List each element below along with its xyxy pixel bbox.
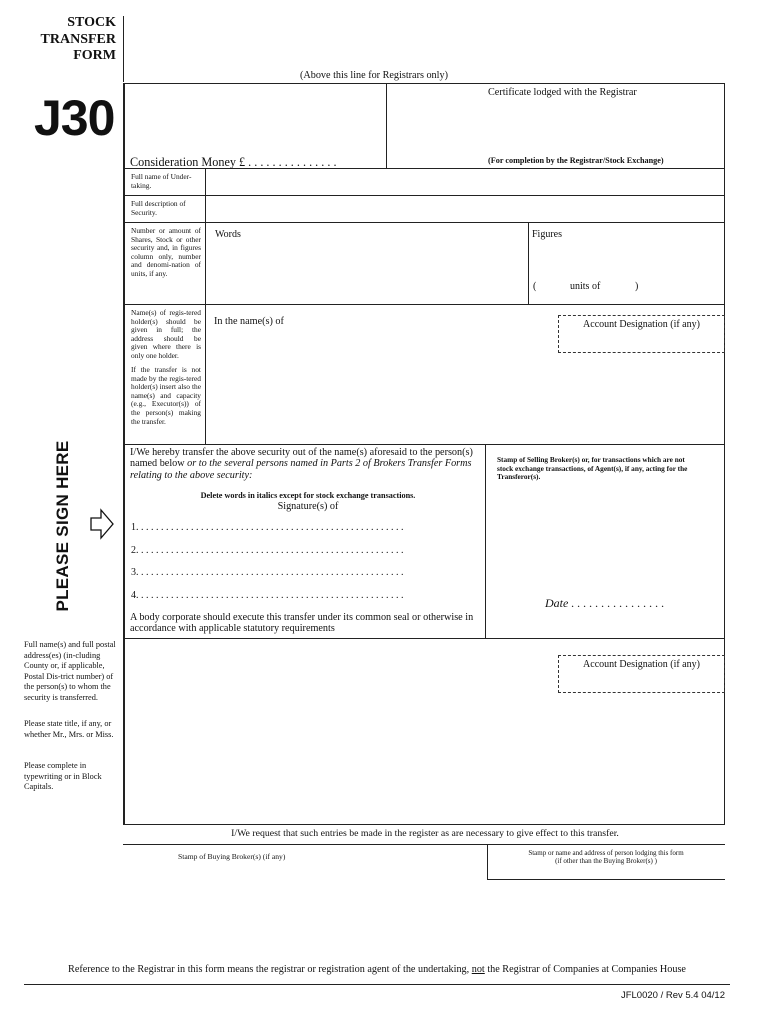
body-corporate-note: A body corporate should execute this transfer under its common seal or otherwise in accordance with applicable statutory requirements xyxy=(130,612,474,635)
form-code: J30 xyxy=(34,90,115,146)
registrar-line xyxy=(123,83,725,84)
completion-note: (For completion by the Registrar/Stock Exchange) xyxy=(488,156,664,165)
amount-label: Number or amount of Shares, Stock or other security and, in figures column only, number and denomi-nation of units, if any. xyxy=(131,226,201,278)
security-label: Full description of Security. xyxy=(131,199,186,217)
request-top-line xyxy=(123,824,725,825)
declaration-plain: I/We hereby transfer the above security out of the name(s) aforesaid to the person(s) named below xyxy=(130,447,473,470)
form-reference-code: JFL0020 / Rev 5.4 04/12 xyxy=(620,990,725,1001)
transferee-input[interactable] xyxy=(128,642,548,820)
reference-text-before: Reference to the Registrar in this form means the registrar or registration agent of the undertaking, xyxy=(68,964,470,975)
transfer-declaration xyxy=(130,447,482,481)
title-instruction: Please state title, if any, or whether Mr., Mrs. or Miss. xyxy=(24,719,114,739)
footer-line xyxy=(24,984,730,985)
form-title xyxy=(30,15,116,65)
holders-account-designation-label: Account Designation (if any) xyxy=(583,319,700,330)
lodging-person-stamp-label xyxy=(490,849,722,866)
declaration-italic: or to the several persons named in Parts 2 of Brokers Transfer Forms relating to the above security: xyxy=(130,458,472,481)
figures-input[interactable] xyxy=(531,242,723,276)
reference-text-after: the Registrar of Companies at Companies House xyxy=(487,964,686,975)
block-capitals-instruction: Please complete in typewriting or in Block Capitals. xyxy=(24,761,102,792)
buying-broker-stamp-label: Stamp of Buying Broker(s) (if any) xyxy=(178,852,286,861)
lodging-stamp-line-2: (if other than the Buying Broker(s) ) xyxy=(555,857,657,866)
arrow-right-icon xyxy=(90,508,114,540)
signature-line-3[interactable]: 3. . . . . . . . . . . . . . . . . . . . . . . . . . . . . . . . . . . . . . . . . . . . . . . . . . . . . . xyxy=(131,567,404,578)
lodging-person-stamp-area[interactable] xyxy=(490,882,722,962)
title-separator-line xyxy=(123,16,124,82)
signature-stamp-divider xyxy=(485,444,486,639)
lodging-stamp-line-1: Stamp or name and address of person lodging this form xyxy=(528,849,684,857)
security-input[interactable] xyxy=(207,197,723,221)
in-the-names-of-label: In the name(s) of xyxy=(214,316,284,327)
words-label: Words xyxy=(215,229,241,240)
holders-bottom-line xyxy=(123,444,725,445)
transferee-account-designation-label: Account Designation (if any) xyxy=(583,659,700,670)
transferee-top-line xyxy=(123,638,725,639)
signature-line-4[interactable]: 4. . . . . . . . . . . . . . . . . . . . . . . . . . . . . . . . . . . . . . . . . . . . . . . . . . . . . . xyxy=(131,590,404,601)
undertaking-line xyxy=(123,195,725,196)
title-line-1: STOCK xyxy=(67,15,116,30)
registrar-reference-note xyxy=(24,964,730,975)
undertaking-label: Full name of Under-taking. xyxy=(131,172,192,190)
transferee-account-designation-box[interactable] xyxy=(558,655,725,693)
units-of-label: units of xyxy=(570,281,601,292)
words-input[interactable] xyxy=(207,242,525,302)
request-bottom-line xyxy=(123,844,725,845)
holders-account-designation-box[interactable] xyxy=(558,315,725,353)
security-line xyxy=(123,222,725,223)
label-column-divider xyxy=(205,168,206,305)
signature-line-1[interactable]: 1. . . . . . . . . . . . . . . . . . . . . . . . . . . . . . . . . . . . . . . . . . . . . . . . . . . . . . xyxy=(131,522,404,533)
title-line-3: FORM xyxy=(73,48,116,63)
holders-label: Name(s) of regis-tered holder(s) should be given in full; the address should be given where there is only one holder. xyxy=(131,308,201,360)
stamp-bottom-line xyxy=(487,879,725,880)
units-close-paren: ) xyxy=(635,281,639,292)
date-field[interactable]: Date . . . . . . . . . . . . . . . . xyxy=(545,596,665,610)
please-sign-here xyxy=(40,440,86,612)
amount-line xyxy=(123,304,725,305)
please-sign-here-text: PLEASE SIGN HERE xyxy=(53,440,72,612)
stamp-divider xyxy=(487,844,488,880)
certificate-lodged-label: Certificate lodged with the Registrar xyxy=(488,87,637,98)
consideration-money-field[interactable]: Consideration Money £ . . . . . . . . . . . . . . . xyxy=(130,155,337,169)
register-request-text: I/We request that such entries be made in the register as are necessary to give effect to this transfer. xyxy=(231,828,619,839)
figures-label: Figures xyxy=(532,229,562,240)
title-line-2: TRANSFER xyxy=(40,31,116,47)
holders-column-divider xyxy=(205,304,206,445)
selling-broker-stamp-area[interactable] xyxy=(488,484,722,592)
selling-broker-stamp-label: Stamp of Selling Broker(s) or, for transactions which are not stock exchange transactions, of Agent(s), if any, acting for the Transferor(s). xyxy=(497,455,688,482)
holders-input[interactable] xyxy=(207,330,547,440)
signature-line-2[interactable]: 2. . . . . . . . . . . . . . . . . . . . . . . . . . . . . . . . . . . . . . . . . . . . . . . . . . . . . . xyxy=(131,545,404,556)
reference-text-not: not xyxy=(471,964,485,975)
registrar-note: (Above this line for Registrars only) xyxy=(300,70,448,81)
signatures-label: Signature(s) of xyxy=(277,501,339,512)
transferee-label: Full name(s) and full postal address(es) (in-cluding County or, if applicable, Postal Dis-trict number) of the person(s) to whom the security is transferred. xyxy=(24,640,116,702)
words-figures-divider xyxy=(528,222,529,305)
holders-note: If the transfer is not made by the regis-tered holder(s) insert also the name(s) and capacity (e.g., Executor(s)) of the person(s) making the transfer. xyxy=(131,365,201,426)
certificate-divider xyxy=(386,83,387,169)
buying-broker-stamp-area[interactable] xyxy=(128,864,484,954)
delete-italics-note: Delete words in italics except for stock exchange transactions. xyxy=(200,491,416,500)
units-open-paren: ( xyxy=(533,281,537,292)
undertaking-input[interactable] xyxy=(207,170,723,194)
